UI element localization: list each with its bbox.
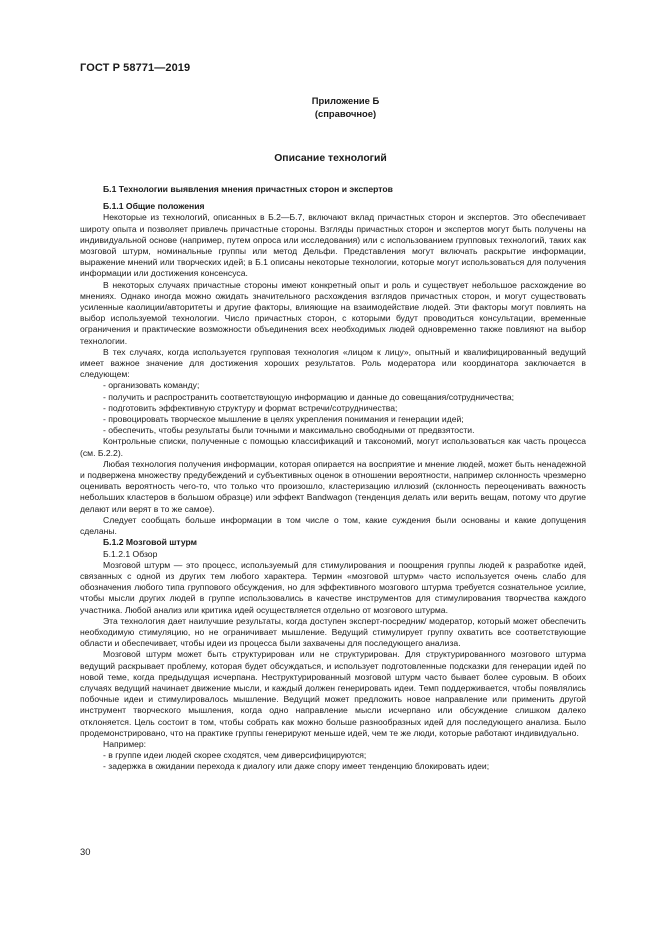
bullet-list xyxy=(80,380,586,436)
list-item: - подготовить эффективную структуру и формат встречи/сотрудничества; xyxy=(103,402,398,413)
paragraph: Некоторые из технологий, описанных в Б.2—Б.7, включают вклад причастных сторон и экспертов. Это обеспечивает широту опыта и позволяет привлечь причастные стороны. Взгляды причастных сторон и экспертов могут быть получены на индивидуальной основе (например, путем опроса или исследования) или с использованием групповых технологий, таких как мозговой штурм, номинальные группы или метод Дельфи. Представления могут включать раскрытие информации, выражение мнений или творческих идей; в Б.1 описаны некоторые технологии, которые могут использоваться для получения информации или достижения консенсуса. xyxy=(80,212,586,279)
paragraph: Например: xyxy=(103,738,147,749)
list-item: - в группе идеи людей скорее сходятся, чем диверсифицируются; xyxy=(103,750,367,761)
section-heading: Б.1 Технологии выявления мнения причастных сторон и экспертов xyxy=(103,184,393,194)
page-number: 30 xyxy=(80,846,91,857)
paragraph: Мозговой штурм может быть структурирован или не структурирован. Для структурированного мозгового штурма ведущий раскрывает проблему, которая будет обсуждаться, и использует подготовленные подсказки для генерации идей по новой теме, когда предыдущая исчерпана. Неструктурированный мозговой штурм часто бывает более суровым. В обоих случаях ведущий начинает движение мысли, и каждый должен генерировать идеи. Темп поддерживается, чтобы появлялись побочные идеи и стимулировалось мышление. Ведущий может предложить новое направление или применить другой инструмент творческого мышления, когда одно направление мысли исчерпано или обсуждение слишком далеко отклоняется. Цель состоит в том, чтобы собрать как можно больше разнообразных идей для последующего анализа. Было продемонстрировано, что на практике группы генерируют меньше идей, чем те же люди, которые работают индивидуально. xyxy=(80,649,586,738)
annex-title: Приложение Б xyxy=(311,95,380,106)
subsection-heading: Б.1.2 Мозговой штурм xyxy=(103,537,198,548)
paragraph: В некоторых случаях причастные стороны имеют конкретный опыт и роль и существует небольшое расхождение во мнениях. Однако иногда можно ожидать значительного расхождения взглядов причастных сторон, и могут существовать усиленные каолиции/авторитеты и другие факторы, влияющие на взаимодействие людей. Эти факторы могут повлиять на выбор используемой технологии. Число причастных сторон, с которыми будут проводиться консультации, временные ограничения и практические возможности объединения всех необходимых людей одновременно также повлияют на выбор технологии. xyxy=(80,279,586,346)
list-item: - обеспечить, чтобы результаты были точными и максимально свободными от предвзятости. xyxy=(103,425,475,436)
annex-type: (справочное) xyxy=(314,108,377,119)
subsubsection-heading: Б.1.2.1 Обзор xyxy=(103,548,158,559)
list-item: - получить и распространить соответствующую информацию и данные до совещания/сотрудничества; xyxy=(103,391,515,402)
paragraph: Мозговой штурм — это процесс, используемый для стимулирования и поощрения группы людей к разработке идей, связанных с одной из других тем любого характера. Термин «мозговой штурм» часто используется очень слабо для обозначения любого типа группового обсуждения, но для эффективного мозгового штурма требуется сознательное усилие, чтобы мысли других людей в группе использовались в качестве инструментов для стимулирования творчества каждого участника. Любой анализ или критика идей осуществляется отдельно от мозгового штурма. xyxy=(80,559,586,615)
paragraph: Контрольные списки, полученные с помощью классификаций и таксономий, могут использоваться как часть процесса (см. Б.2.2). xyxy=(80,436,586,458)
paragraph: Любая технология получения информации, которая опирается на восприятие и мнение людей, может быть ненадежной и подвержена множеству предубеждений и субъективных оценок в отношении вероятности, например склонность чрезмерно оценивать вероятность чего-то, что только что произошло, кластеризацию иллюзий (склонность переоценивать важность небольших кластеров в большом образце) или эффект Bandwagon (тенденция делать или верить вещам, потому что другие делают или верят в то же самое). xyxy=(80,458,586,514)
bullet-list xyxy=(80,750,586,772)
list-item: - провоцировать творческое мышление в целях укрепления понимания и генерации идей; xyxy=(103,414,464,425)
list-item: - задержка в ожидании перехода к диалогу или даже спору имеет тенденцию блокировать идеи; xyxy=(103,761,490,772)
subsection-heading: Б.1.1 Общие положения xyxy=(103,201,205,212)
document-code: ГОСТ Р 58771—2019 xyxy=(80,62,191,74)
list-item: - организовать команду; xyxy=(103,380,200,391)
paragraph: Следует сообщать больше информации в том числе о том, какие суждения были основаны и какие допущения сделаны. xyxy=(80,514,586,537)
paragraph: В тех случаях, когда используется групповая технология «лицом к лицу», опытный и квалифицированный ведущий имеет важное значение для достижения хороших результатов. Роль модератора или координатора заключается в следующем: xyxy=(80,346,586,380)
document-body xyxy=(80,184,586,773)
annex-header xyxy=(0,94,661,120)
main-title: Описание технологий xyxy=(274,153,387,164)
paragraph: Эта технология дает наилучшие результаты, когда доступен эксперт-посредник/ модератор, который может обеспечить необходимую стимуляцию, но не ограничивает мышление. Ведущий стимулирует группу охватить все соответствующие области и обеспечивает, чтобы идеи из процесса были захвачены для последующего анализа. xyxy=(80,615,586,649)
